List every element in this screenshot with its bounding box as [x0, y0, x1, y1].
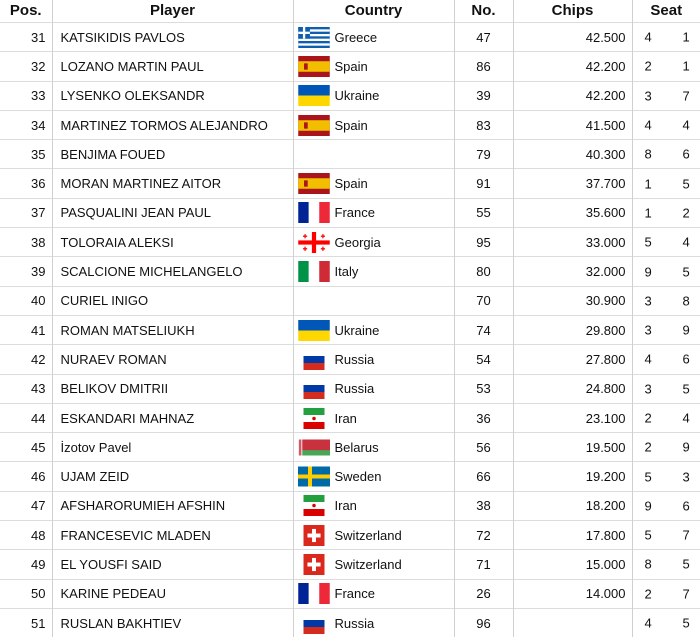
player-cell: BENJIMA FOUED	[52, 140, 293, 169]
position-cell: 37	[0, 198, 52, 227]
player-number-cell: 95	[454, 228, 513, 257]
iran-flag-icon	[298, 408, 330, 429]
player-cell: MARTINEZ TORMOS ALEJANDRO	[52, 110, 293, 139]
table-row	[0, 23, 700, 52]
table-number: 4	[645, 118, 652, 133]
country-cell	[293, 257, 454, 286]
country-name: Italy	[335, 264, 359, 279]
country-name: Spain	[335, 176, 368, 191]
seat-number: 6	[683, 498, 690, 513]
table-row	[0, 345, 700, 374]
player-number-cell: 36	[454, 403, 513, 432]
country-cell	[293, 521, 454, 550]
country-cell	[293, 198, 454, 227]
position-cell: 50	[0, 579, 52, 608]
spain-flag-icon	[298, 56, 330, 77]
spain-flag-icon	[298, 173, 330, 194]
belarus-flag-icon	[298, 437, 330, 458]
country-cell	[293, 608, 454, 637]
chips-cell: 19.200	[513, 462, 632, 491]
position-cell: 41	[0, 315, 52, 344]
seat-number: 8	[683, 293, 690, 308]
position-cell: 34	[0, 110, 52, 139]
position-cell: 49	[0, 550, 52, 579]
table-row	[0, 257, 700, 286]
country-name: Russia	[335, 381, 375, 396]
country-cell	[293, 81, 454, 110]
russia-flag-icon	[298, 378, 330, 399]
country-cell	[293, 286, 454, 315]
table-number: 5	[645, 235, 652, 250]
chips-cell: 30.900	[513, 286, 632, 315]
player-number-cell: 96	[454, 608, 513, 637]
seat-number: 7	[683, 528, 690, 543]
country-cell	[293, 491, 454, 520]
player-number-cell: 86	[454, 52, 513, 81]
country-cell	[293, 169, 454, 198]
player-number-cell: 66	[454, 462, 513, 491]
table-number: 5	[645, 469, 652, 484]
seat-number: 5	[683, 176, 690, 191]
chips-cell: 33.000	[513, 228, 632, 257]
table-number: 2	[645, 411, 652, 426]
seat-cell	[632, 345, 700, 374]
player-cell: AFSHARORUMIEH AFSHIN	[52, 491, 293, 520]
country-name: Russia	[335, 616, 375, 631]
country-name: Ukraine	[335, 88, 380, 103]
table-row	[0, 110, 700, 139]
player-number-cell: 56	[454, 433, 513, 462]
country-name: Russia	[335, 352, 375, 367]
table-number: 9	[645, 264, 652, 279]
player-cell: RUSLAN BAKHTIEV	[52, 608, 293, 637]
seat-number: 3	[683, 469, 690, 484]
country-cell	[293, 433, 454, 462]
seat-cell	[632, 491, 700, 520]
player-cell: KARINE PEDEAU	[52, 579, 293, 608]
table-row	[0, 462, 700, 491]
country-cell	[293, 579, 454, 608]
position-cell: 36	[0, 169, 52, 198]
seat-cell	[632, 433, 700, 462]
table-number: 4	[645, 616, 652, 631]
seat-cell	[632, 403, 700, 432]
table-row	[0, 198, 700, 227]
seat-number: 1	[683, 59, 690, 74]
country-cell	[293, 315, 454, 344]
seat-cell	[632, 110, 700, 139]
seat-cell	[632, 81, 700, 110]
seat-number: 6	[683, 352, 690, 367]
seat-cell	[632, 52, 700, 81]
header-no: No.	[454, 0, 513, 23]
chips-cell: 42.200	[513, 81, 632, 110]
seat-number: 7	[683, 88, 690, 103]
chips-cell: 29.800	[513, 315, 632, 344]
player-number-cell: 71	[454, 550, 513, 579]
table-number: 2	[645, 59, 652, 74]
position-cell: 44	[0, 403, 52, 432]
chips-cell	[513, 608, 632, 637]
table-number: 1	[645, 176, 652, 191]
seat-number: 5	[683, 616, 690, 631]
chips-cell: 42.200	[513, 52, 632, 81]
table-body	[0, 23, 700, 637]
chips-cell: 40.300	[513, 140, 632, 169]
country-name: France	[335, 586, 375, 601]
chips-cell: 32.000	[513, 257, 632, 286]
table-number: 8	[645, 557, 652, 572]
table-row	[0, 374, 700, 403]
position-cell: 35	[0, 140, 52, 169]
country-name: Greece	[335, 30, 378, 45]
header-country: Country	[293, 0, 454, 23]
seat-cell	[632, 462, 700, 491]
france-flag-icon	[298, 583, 330, 604]
ukraine-flag-icon	[298, 85, 330, 106]
country-name: Switzerland	[335, 528, 402, 543]
country-name: Iran	[335, 411, 357, 426]
chips-cell: 14.000	[513, 579, 632, 608]
table-row	[0, 286, 700, 315]
chips-cell: 15.000	[513, 550, 632, 579]
position-cell: 38	[0, 228, 52, 257]
seat-number: 5	[683, 381, 690, 396]
seat-cell	[632, 286, 700, 315]
position-cell: 33	[0, 81, 52, 110]
table-number: 3	[645, 323, 652, 338]
seat-number: 9	[683, 440, 690, 455]
position-cell: 32	[0, 52, 52, 81]
player-number-cell: 72	[454, 521, 513, 550]
table-row	[0, 491, 700, 520]
player-number-cell: 80	[454, 257, 513, 286]
player-cell: NURAEV ROMAN	[52, 345, 293, 374]
greece-flag-icon	[298, 27, 330, 48]
table-number: 3	[645, 88, 652, 103]
chips-cell: 37.700	[513, 169, 632, 198]
chips-cell: 27.800	[513, 345, 632, 374]
seat-cell	[632, 521, 700, 550]
table-row	[0, 228, 700, 257]
country-cell	[293, 462, 454, 491]
iran-flag-icon	[298, 495, 330, 516]
table-row	[0, 433, 700, 462]
country-cell	[293, 228, 454, 257]
player-number-cell: 83	[454, 110, 513, 139]
switzerland-flag-icon	[298, 554, 330, 575]
table-number: 5	[645, 528, 652, 543]
country-name: Spain	[335, 59, 368, 74]
table-number: 2	[645, 440, 652, 455]
seat-cell	[632, 608, 700, 637]
seat-number: 1	[683, 30, 690, 45]
player-number-cell: 55	[454, 198, 513, 227]
chips-cell: 41.500	[513, 110, 632, 139]
switzerland-flag-icon	[298, 525, 330, 546]
player-cell: FRANCESEVIC MLADEN	[52, 521, 293, 550]
russia-flag-icon	[298, 613, 330, 634]
player-cell: LOZANO MARTIN PAUL	[52, 52, 293, 81]
player-cell: LYSENKO OLEKSANDR	[52, 81, 293, 110]
header-chips: Chips	[513, 0, 632, 23]
seat-cell	[632, 374, 700, 403]
seat-number: 4	[683, 118, 690, 133]
country-name: Iran	[335, 498, 357, 513]
table-number: 9	[645, 498, 652, 513]
country-name: Sweden	[335, 469, 382, 484]
spain-flag-icon	[298, 115, 330, 136]
chips-cell: 24.800	[513, 374, 632, 403]
chips-cell: 18.200	[513, 491, 632, 520]
table-number: 3	[645, 293, 652, 308]
italy-flag-icon	[298, 261, 330, 282]
country-name: Belarus	[335, 440, 379, 455]
seat-number: 4	[683, 235, 690, 250]
country-cell	[293, 110, 454, 139]
country-name: France	[335, 205, 375, 220]
russia-flag-icon	[298, 349, 330, 370]
table-number: 4	[645, 30, 652, 45]
table-row	[0, 579, 700, 608]
table-row	[0, 608, 700, 637]
player-cell: TOLORAIA ALEKSI	[52, 228, 293, 257]
player-cell: EL YOUSFI SAID	[52, 550, 293, 579]
seat-cell	[632, 140, 700, 169]
header-row	[0, 0, 700, 23]
player-number-cell: 38	[454, 491, 513, 520]
country-name: Georgia	[335, 235, 381, 250]
table-row	[0, 169, 700, 198]
player-cell: İzotov Pavel	[52, 433, 293, 462]
table-number: 1	[645, 205, 652, 220]
country-cell	[293, 140, 454, 169]
seat-number: 7	[683, 586, 690, 601]
table-row	[0, 140, 700, 169]
country-name: Switzerland	[335, 557, 402, 572]
seat-number: 5	[683, 264, 690, 279]
position-cell: 42	[0, 345, 52, 374]
player-number-cell: 74	[454, 315, 513, 344]
player-number-cell: 91	[454, 169, 513, 198]
country-cell	[293, 374, 454, 403]
player-cell: PASQUALINI JEAN PAUL	[52, 198, 293, 227]
country-cell	[293, 345, 454, 374]
player-number-cell: 47	[454, 23, 513, 52]
country-cell	[293, 52, 454, 81]
country-name: Ukraine	[335, 323, 380, 338]
player-cell: UJAM ZEID	[52, 462, 293, 491]
seat-cell	[632, 257, 700, 286]
france-flag-icon	[298, 202, 330, 223]
seat-cell	[632, 169, 700, 198]
player-number-cell: 26	[454, 579, 513, 608]
chips-cell: 35.600	[513, 198, 632, 227]
seat-number: 2	[683, 205, 690, 220]
player-number-cell: 39	[454, 81, 513, 110]
player-cell: CURIEL INIGO	[52, 286, 293, 315]
table-number: 4	[645, 352, 652, 367]
seat-number: 6	[683, 147, 690, 162]
table-number: 3	[645, 381, 652, 396]
position-cell: 48	[0, 521, 52, 550]
player-cell: ESKANDARI MAHNAZ	[52, 403, 293, 432]
country-cell	[293, 550, 454, 579]
player-number-cell: 79	[454, 140, 513, 169]
seat-cell	[632, 315, 700, 344]
table-row	[0, 521, 700, 550]
georgia-flag-icon	[298, 232, 330, 253]
player-cell: SCALCIONE MICHELANGELO	[52, 257, 293, 286]
chips-cell: 23.100	[513, 403, 632, 432]
seat-number: 9	[683, 323, 690, 338]
position-cell: 45	[0, 433, 52, 462]
seat-cell	[632, 198, 700, 227]
position-cell: 47	[0, 491, 52, 520]
seat-cell	[632, 579, 700, 608]
table-row	[0, 315, 700, 344]
position-cell: 31	[0, 23, 52, 52]
player-cell: KATSIKIDIS PAVLOS	[52, 23, 293, 52]
position-cell: 46	[0, 462, 52, 491]
table-row	[0, 403, 700, 432]
header-seat: Seat	[632, 0, 700, 23]
player-number-cell: 54	[454, 345, 513, 374]
country-cell	[293, 403, 454, 432]
player-cell: ROMAN MATSELIUKH	[52, 315, 293, 344]
country-cell	[293, 23, 454, 52]
chips-cell: 42.500	[513, 23, 632, 52]
position-cell: 43	[0, 374, 52, 403]
position-cell: 39	[0, 257, 52, 286]
position-cell: 51	[0, 608, 52, 637]
header-pos: Pos.	[0, 0, 52, 23]
seat-cell	[632, 550, 700, 579]
seat-cell	[632, 23, 700, 52]
position-cell: 40	[0, 286, 52, 315]
table-number: 2	[645, 586, 652, 601]
chips-cell: 17.800	[513, 521, 632, 550]
country-name: Spain	[335, 118, 368, 133]
player-number-cell: 53	[454, 374, 513, 403]
player-cell: MORAN MARTINEZ AITOR	[52, 169, 293, 198]
chips-cell: 19.500	[513, 433, 632, 462]
table-number: 8	[645, 147, 652, 162]
sweden-flag-icon	[298, 466, 330, 487]
seat-cell	[632, 228, 700, 257]
header-player: Player	[52, 0, 293, 23]
player-number-cell: 70	[454, 286, 513, 315]
ukraine-flag-icon	[298, 320, 330, 341]
table-row	[0, 52, 700, 81]
table-row	[0, 81, 700, 110]
seat-number: 5	[683, 557, 690, 572]
table-row	[0, 550, 700, 579]
seat-number: 4	[683, 411, 690, 426]
player-cell: BELIKOV DMITRII	[52, 374, 293, 403]
